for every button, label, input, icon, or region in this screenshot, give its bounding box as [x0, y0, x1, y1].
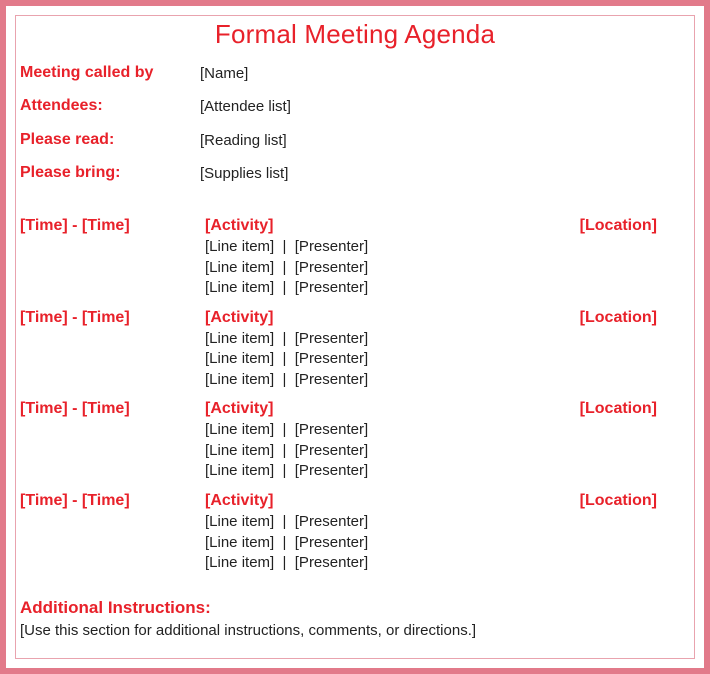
- please-bring-label: Please bring:: [20, 164, 121, 181]
- agenda-time: [Time] - [Time]: [20, 309, 130, 326]
- please-bring-value: [Supplies list]: [200, 165, 289, 182]
- additional-instructions-text: [Use this section for additional instructions, comments, or directions.]: [20, 622, 477, 639]
- agenda-line-item: [Line item] | [Presenter]: [205, 259, 369, 276]
- agenda-line-item: [Line item] | [Presenter]: [205, 554, 369, 571]
- agenda-location: [Location]: [579, 217, 657, 234]
- agenda-location: [Location]: [579, 400, 657, 417]
- agenda-time: [Time] - [Time]: [20, 400, 130, 417]
- agenda-location: [Location]: [579, 492, 657, 509]
- agenda-time: [Time] - [Time]: [20, 492, 130, 509]
- agenda-line-item: [Line item] | [Presenter]: [205, 513, 369, 530]
- agenda-line-item: [Line item] | [Presenter]: [205, 421, 369, 438]
- agenda-line-item: [Line item] | [Presenter]: [205, 442, 369, 459]
- attendees-value: [Attendee list]: [200, 98, 291, 115]
- agenda-line-item: [Line item] | [Presenter]: [205, 371, 369, 388]
- please-read-value: [Reading list]: [200, 132, 287, 149]
- page-title: Formal Meeting Agenda: [214, 19, 496, 49]
- please-read-label: Please read:: [20, 131, 115, 148]
- agenda-line-item: [Line item] | [Presenter]: [205, 534, 369, 551]
- agenda-line-item: [Line item] | [Presenter]: [205, 350, 369, 367]
- agenda-activity: [Activity]: [205, 400, 274, 417]
- agenda-time: [Time] - [Time]: [20, 217, 130, 234]
- meeting-called-by-value: [Name]: [200, 65, 249, 82]
- attendees-label: Attendees:: [20, 97, 103, 114]
- agenda-activity: [Activity]: [205, 492, 274, 509]
- meeting-called-by-label: Meeting called by: [20, 64, 154, 81]
- additional-instructions-heading: Additional Instructions:: [20, 598, 211, 617]
- agenda-activity: [Activity]: [205, 309, 274, 326]
- agenda-line-item: [Line item] | [Presenter]: [205, 462, 369, 479]
- agenda-location: [Location]: [579, 309, 657, 326]
- agenda-activity: [Activity]: [205, 217, 274, 234]
- agenda-line-item: [Line item] | [Presenter]: [205, 238, 369, 255]
- agenda-line-item: [Line item] | [Presenter]: [205, 330, 369, 347]
- agenda-line-item: [Line item] | [Presenter]: [205, 279, 369, 296]
